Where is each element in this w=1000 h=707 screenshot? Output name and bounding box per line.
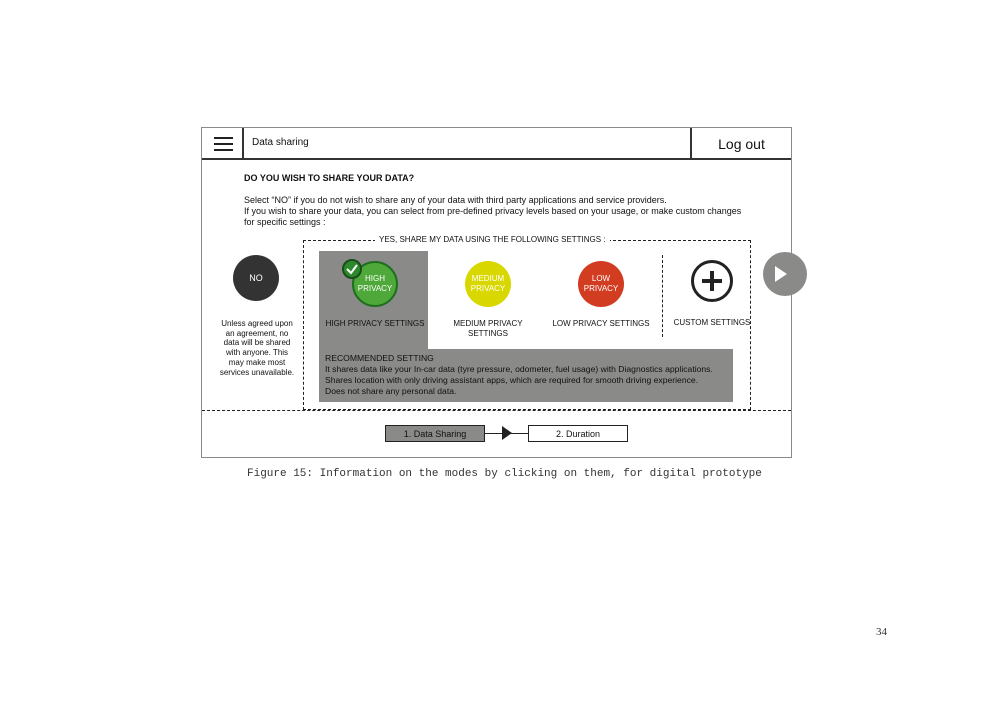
recommended-line-1: It shares data like your In-car data (tyre pressure, odometer, fuel usage) with Diagnostics applications. [325, 364, 713, 374]
intro-line-1: Select “NO” if you do not wish to share any of your data with third party applications and service providers. [244, 195, 667, 205]
intro-line-2: If you wish to share your data, you can select from pre-defined privacy levels based on your usage, or make custom changes for specific settings : [244, 206, 742, 227]
top-bar [202, 128, 791, 160]
intro-text [244, 195, 754, 228]
step-data-sharing[interactable]: 1. Data Sharing [385, 425, 485, 442]
prototype-screen [201, 127, 792, 458]
high-privacy-label[interactable]: HIGH PRIVACY SETTINGS [325, 319, 425, 328]
high-privacy-button[interactable]: HIGH PRIVACY [352, 261, 398, 307]
check-icon [342, 259, 362, 279]
medium-privacy-label[interactable]: MEDIUM PRIVACY SETTINGS [453, 319, 523, 338]
logout-button[interactable]: Log out [690, 128, 791, 159]
question-heading: DO YOU WISH TO SHARE YOUR DATA? [244, 173, 415, 183]
recommended-line-2: Shares location with only driving assistant apps, which are required for smooth driving experience. [325, 375, 699, 385]
custom-settings-label[interactable]: CUSTOM SETTINGS [673, 318, 751, 327]
footer-divider [202, 410, 791, 411]
page-number: 34 [876, 626, 887, 638]
recommended-line-3: Does not share any personal data. [325, 386, 457, 396]
no-option-button[interactable]: NO [233, 255, 279, 301]
no-option-description: Unless agreed upon an agreement, no data will be shared with anyone. This may make most services unavailable. [219, 319, 295, 377]
next-arrow-icon[interactable] [763, 252, 807, 296]
yes-options-label: YES, SHARE MY DATA USING THE FOLLOWING SETTINGS : [375, 235, 610, 244]
low-privacy-button[interactable]: LOW PRIVACY [578, 261, 624, 307]
medium-privacy-button[interactable]: MEDIUM PRIVACY [465, 261, 511, 307]
low-privacy-label[interactable]: LOW PRIVACY SETTINGS [552, 319, 650, 328]
menu-icon[interactable] [202, 128, 244, 159]
step-duration[interactable]: 2. Duration [528, 425, 628, 442]
recommended-text [325, 353, 730, 397]
plus-icon[interactable] [691, 260, 733, 302]
arrow-right-icon [502, 426, 512, 440]
page-title: Data sharing [252, 137, 309, 148]
recommended-title: RECOMMENDED SETTING [325, 353, 434, 363]
figure-caption: Figure 15: Information on the modes by clicking on them, for digital prototype [247, 468, 762, 480]
